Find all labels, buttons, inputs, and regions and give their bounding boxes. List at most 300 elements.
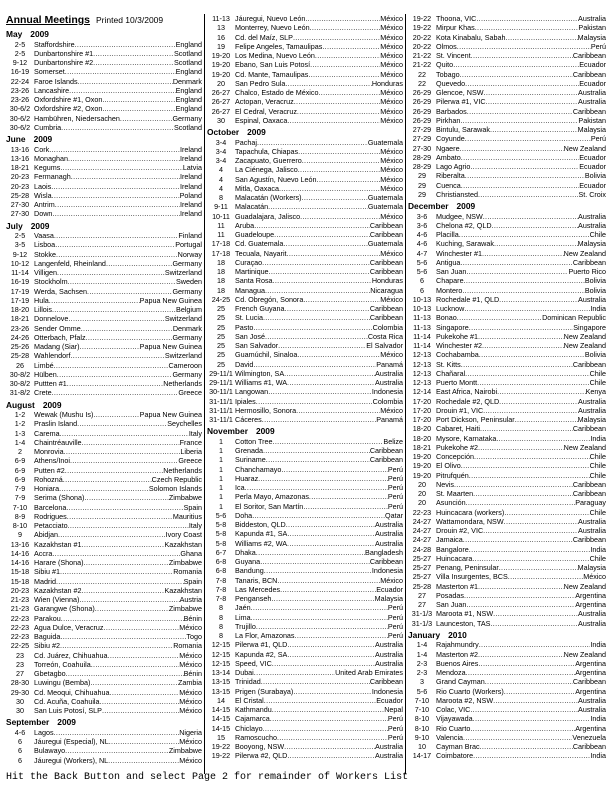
meeting-place: Antrim (34, 200, 55, 209)
meeting-row (408, 295, 606, 304)
meeting-dates: 5-8 (215, 520, 227, 529)
leader-dots (303, 295, 380, 304)
meeting-row (408, 267, 606, 276)
meeting-place: Trinidad (235, 677, 261, 687)
meeting-country: Caribbean (572, 51, 606, 60)
meeting-country: Singapore (573, 322, 606, 332)
meeting-dates: 2 (18, 447, 22, 456)
meeting-row (6, 549, 202, 558)
leader-dots (476, 14, 578, 23)
meeting-country: Perú (387, 621, 403, 631)
leader-dots (254, 221, 370, 230)
meeting-row (207, 97, 403, 106)
meeting-place: Placilla (436, 230, 459, 239)
meeting-dates: 23 (16, 650, 24, 660)
leader-dots (49, 296, 140, 305)
meeting-dates: 18-21 (10, 163, 30, 172)
leader-dots (82, 586, 165, 595)
meeting-dates: 1 (219, 455, 223, 465)
leader-dots (56, 577, 184, 586)
meeting-country: Sweden (176, 277, 202, 287)
meeting-place: Cajamarca (235, 714, 270, 724)
leader-dots (102, 706, 179, 715)
meeting-country: Perú (387, 464, 403, 474)
leader-dots (104, 95, 175, 104)
meeting-dates: 20-22 (412, 41, 432, 51)
meeting-dates: 8 (219, 631, 223, 640)
meeting-dates: 9-12 (12, 249, 28, 259)
meeting-dates: 18-20 (10, 305, 30, 314)
meeting-row (6, 586, 202, 595)
meeting-country: Netherlands (163, 379, 202, 388)
leader-dots (253, 360, 376, 369)
meeting-row (207, 23, 403, 32)
leader-dots (315, 51, 380, 60)
meeting-dates: 7-9 (14, 493, 26, 503)
meeting-place: Winchester #1 (436, 248, 482, 258)
meeting-country: Australia (375, 378, 403, 387)
meeting-place: Cumbria (34, 122, 62, 132)
meeting-place: Pitrufquén (436, 470, 469, 480)
meeting-country: Indonesia (371, 387, 403, 397)
meeting-dates: 21-23 (10, 595, 30, 604)
meeting-country: Argentina (575, 723, 606, 733)
meeting-dates: 20 (418, 489, 426, 498)
meeting-row (408, 60, 606, 69)
month-year: 2009 (57, 717, 76, 728)
meeting-dates: 20-23 (10, 181, 30, 191)
meeting-row (207, 733, 403, 742)
leader-dots (461, 360, 573, 369)
meeting-row (207, 446, 403, 455)
meeting-place: El Cedral, Veracruz (235, 106, 297, 116)
month-name: October (207, 127, 240, 137)
meeting-place: Vijayawada (436, 714, 473, 724)
leader-dots (281, 465, 387, 474)
meeting-dates: 26-27 (211, 97, 231, 107)
meeting-country: Papua New Guinea (139, 295, 202, 305)
meeting-dates: 24-27 (412, 526, 432, 535)
meeting-row (207, 116, 403, 125)
meeting-row (207, 175, 403, 184)
meeting-country: Caribbean (572, 359, 606, 369)
leader-dots (64, 447, 181, 456)
meeting-place: Vaasa (34, 231, 54, 240)
meeting-country: Norway (177, 249, 202, 259)
meeting-row (207, 397, 403, 406)
leader-dots (470, 162, 579, 171)
leader-dots (483, 406, 578, 415)
meeting-dates: 30-6/2 (9, 113, 31, 123)
meeting-place: Ebano, San Luis Potosí (235, 60, 311, 70)
meeting-country: México (179, 755, 202, 765)
meeting-country: México (179, 737, 202, 746)
meeting-row (207, 323, 403, 332)
leader-dots (274, 230, 370, 239)
meeting-dates: 8 (219, 603, 223, 613)
leader-dots (457, 42, 591, 51)
meeting-place: Wien (Vienna) (34, 595, 80, 604)
leader-dots (91, 660, 179, 669)
meeting-country: Argentina (575, 600, 606, 609)
meeting-place: Kapunda #2, SA (235, 649, 288, 659)
leader-dots (483, 526, 578, 535)
meeting-row (6, 351, 202, 360)
meeting-country: Australia (578, 396, 606, 406)
meeting-place: Grenada (235, 446, 263, 455)
meeting-country: Finland (178, 231, 202, 240)
meeting-dates: 18 (217, 285, 225, 295)
leader-dots (287, 116, 380, 125)
meeting-dates: 17-20 (412, 405, 432, 415)
meeting-place: Lillois (34, 305, 52, 314)
meeting-dates: 31-11/1 (209, 396, 233, 406)
meeting-dates: 29 (418, 171, 426, 181)
meeting-row (6, 530, 202, 539)
meeting-country: Ecuador (579, 152, 606, 162)
meeting-row (6, 521, 202, 530)
title-text: Annual Meetings (6, 14, 91, 26)
meeting-country: Chile (589, 452, 606, 461)
meeting-place: Perla Mayo, Amazonas (235, 492, 309, 502)
meeting-place: Buenos Aires (436, 658, 479, 668)
meeting-row (408, 190, 606, 199)
meeting-place: Langenfeld, Rheinland (34, 258, 106, 268)
month-name: May (6, 29, 23, 39)
meeting-dates: 13-14 (211, 668, 231, 677)
meeting-country: Caribbean (369, 455, 403, 465)
meeting-country: México (380, 32, 403, 42)
meeting-row (6, 191, 202, 200)
meeting-country: England (175, 85, 202, 95)
meeting-row (207, 751, 403, 760)
meeting-country: New Zealand (563, 649, 606, 659)
leader-dots (297, 350, 380, 359)
meeting-place: San Agustín, Nuevo León (235, 174, 317, 184)
meeting-dates: 12-13 (412, 368, 432, 378)
meeting-dates: 1 (219, 483, 223, 492)
leader-dots (245, 483, 388, 492)
leader-dots (260, 557, 370, 566)
meeting-country: United Arab Emirates (335, 668, 403, 677)
meeting-country: Ireland (180, 144, 202, 154)
meeting-dates: 25-28 (10, 190, 30, 200)
leader-dots (506, 33, 578, 42)
meeting-place: Huincacara (436, 553, 473, 563)
meeting-place: Mendoza (436, 668, 466, 677)
meeting-country: Kenya (585, 387, 606, 397)
meeting-place: Cd. Acuña, Coahuila (34, 696, 100, 706)
meeting-dates: 1 (219, 492, 223, 502)
meeting-row (408, 341, 606, 350)
meeting-dates: 9-11 (214, 202, 228, 212)
meeting-row (6, 466, 202, 475)
meeting-place: Quevedo (436, 78, 466, 88)
meeting-country: Nigeria (179, 727, 202, 737)
month-heading (408, 199, 606, 212)
meeting-dates: 23-26 (10, 95, 30, 104)
meeting-country: Portugal (175, 240, 202, 250)
meeting-row (207, 332, 403, 341)
leader-dots (482, 249, 564, 258)
meeting-row (207, 415, 403, 424)
meeting-row (207, 107, 403, 116)
meeting-country: Caribbean (369, 220, 403, 230)
month-name: December (408, 201, 449, 211)
meeting-country: Caribbean (369, 446, 403, 455)
meeting-place: Cochabamba (436, 350, 479, 360)
meeting-row (6, 182, 202, 191)
month-heading (6, 398, 202, 411)
month-heading (6, 219, 202, 232)
meeting-country: Australia (578, 211, 606, 221)
meeting-dates: 30 (217, 115, 225, 125)
leader-dots (68, 277, 176, 286)
leader-dots (464, 304, 590, 313)
meeting-dates: 22-24 (10, 76, 30, 86)
meeting-row (6, 697, 202, 706)
leader-dots (55, 240, 175, 249)
meeting-country: Germany (172, 286, 202, 296)
leader-dots (480, 742, 573, 751)
meeting-row (408, 23, 606, 32)
meeting-row (207, 668, 403, 677)
meeting-row (6, 728, 202, 737)
meeting-place: La Ciénega, Jalisco (235, 165, 298, 175)
meeting-dates: 15-18 (10, 567, 30, 577)
meeting-country: Ireland (180, 200, 202, 209)
leader-dots (472, 554, 589, 563)
meeting-place: Tapachula, Chiapas (235, 146, 299, 156)
meeting-row (408, 144, 606, 153)
month-year: 2009 (247, 127, 266, 137)
meeting-country: Chile (589, 461, 606, 471)
meeting-place: Pilerwa #1, QLD (235, 640, 288, 650)
leader-dots (262, 258, 370, 267)
meeting-dates: 3-4 (215, 146, 227, 156)
leader-dots (469, 545, 591, 554)
meeting-dates: 29 (418, 189, 426, 199)
meeting-dates: 27-29 (412, 134, 432, 144)
month-year: 2009 (30, 29, 49, 39)
meeting-row (207, 724, 403, 733)
meeting-country: New Zealand (563, 581, 606, 591)
meeting-country: Australia (578, 14, 606, 23)
meeting-row (6, 660, 202, 669)
meeting-row (408, 563, 606, 572)
meeting-row (6, 95, 202, 104)
meeting-country: India (590, 433, 606, 443)
meeting-place: Drouin #1, VIC (436, 405, 484, 415)
meeting-row (6, 429, 202, 438)
meeting-dates: 27 (418, 600, 426, 609)
meeting-dates: 11-14 (413, 341, 431, 350)
leader-dots (60, 632, 186, 641)
meeting-place: Abidjan (34, 530, 58, 540)
meeting-dates: 12-15 (211, 658, 231, 668)
meeting-dates: 5-6 (416, 257, 428, 267)
meeting-dates: 29-30 (10, 687, 30, 697)
meeting-country: Perú (590, 134, 606, 144)
month-heading (207, 424, 403, 437)
meeting-country: Bolivia (584, 171, 606, 181)
meeting-place: Ambato (436, 152, 461, 162)
meeting-dates: 19-20 (412, 461, 432, 471)
meeting-place: Petacciato (34, 521, 68, 530)
meeting-dates: 14-15 (211, 723, 231, 733)
leader-dots (87, 287, 172, 296)
meeting-country: Caribbean (572, 489, 606, 498)
leader-dots (269, 267, 370, 276)
meeting-row (207, 42, 403, 51)
meeting-place: Staffordshire (34, 39, 75, 49)
meeting-place: Lisboa (34, 240, 56, 250)
meeting-place: Guadeloupe (235, 230, 275, 239)
meeting-place: Posadas (436, 590, 464, 600)
meeting-dates: 11-13 (413, 313, 431, 323)
meeting-country: México (179, 696, 202, 706)
meeting-country: Colombia (372, 322, 403, 332)
meeting-country: Scotland (174, 58, 202, 67)
leader-dots (303, 502, 388, 511)
meeting-country: Guatemala (367, 202, 403, 212)
meeting-place: Limbé (34, 360, 54, 370)
meeting-dates: 18-20 (412, 433, 432, 443)
leader-dots (479, 640, 591, 649)
meeting-dates: 14-16 (10, 558, 30, 567)
leader-dots (478, 443, 564, 452)
meeting-dates: 18-21 (412, 442, 432, 452)
meeting-country: México (179, 650, 202, 660)
leader-dots (70, 456, 178, 465)
leader-dots (287, 640, 375, 649)
leader-dots (483, 212, 578, 221)
meeting-row (207, 511, 403, 520)
leader-dots (254, 668, 335, 677)
leader-dots (473, 489, 573, 498)
meeting-row (6, 756, 202, 765)
leader-dots (286, 520, 375, 529)
meeting-row (408, 489, 606, 498)
meeting-row (6, 200, 202, 209)
meeting-row (207, 184, 403, 193)
meeting-dates: 25 (217, 359, 225, 369)
meeting-place: Monrovia (34, 447, 64, 456)
meeting-dates: 29 (418, 180, 426, 190)
leader-dots (273, 276, 372, 285)
leader-dots (298, 147, 380, 156)
meeting-dates: 9-10 (414, 732, 430, 742)
meeting-place: Bandung (235, 566, 264, 576)
meeting-country: Papua New Guinea (139, 410, 202, 419)
meeting-country: Australia (375, 649, 403, 659)
meeting-country: México (380, 183, 403, 193)
meeting-place: Colac, VIC (436, 705, 471, 714)
meeting-row (6, 632, 202, 641)
meeting-dates: 16 (217, 32, 225, 42)
meeting-row (6, 123, 202, 132)
meeting-country: Chile (589, 368, 606, 378)
meeting-place: San Luis Potosí, SLP (34, 706, 102, 715)
meeting-row (6, 410, 202, 419)
meeting-row (207, 585, 403, 594)
meeting-row (6, 40, 202, 49)
meeting-place: Ramoscucho (235, 732, 277, 742)
meeting-country: México (179, 706, 202, 715)
meeting-row (408, 591, 606, 600)
meeting-row (408, 258, 606, 267)
meeting-row (207, 295, 403, 304)
meeting-dates: 16-19 (10, 277, 30, 287)
meeting-country: México (380, 405, 403, 415)
meeting-dates: 3-4 (215, 156, 227, 165)
meeting-row (6, 296, 202, 305)
meeting-dates: 19-20 (211, 51, 231, 60)
meeting-row (408, 304, 606, 313)
meeting-row (207, 267, 403, 276)
leader-dots (469, 471, 590, 480)
meeting-place: Pilerwa #2, QLD (235, 751, 288, 761)
meeting-place: Tobago (436, 69, 460, 79)
meeting-country: Kazakhstan (164, 585, 202, 595)
meeting-row (207, 576, 403, 585)
meeting-place: Zacapuato, Guerrero (235, 156, 302, 165)
leader-dots (63, 475, 152, 484)
meeting-place: San Pedro Sula (235, 78, 286, 88)
leader-dots (504, 517, 578, 526)
meeting-country: Belize (383, 436, 403, 446)
meeting-country: Zimbabwe (168, 493, 202, 503)
leader-dots (263, 313, 370, 322)
leader-dots (251, 603, 388, 612)
meeting-row (408, 415, 606, 424)
meeting-row (6, 678, 202, 687)
meeting-country: Caribbean (369, 267, 403, 276)
meeting-row (6, 86, 202, 95)
leader-dots (461, 153, 579, 162)
leader-dots (319, 88, 381, 97)
meeting-dates: 25 (217, 313, 225, 323)
meeting-row (408, 742, 606, 751)
meeting-row (408, 276, 606, 285)
meeting-place: Cayman Brac (436, 742, 480, 751)
leader-dots (480, 424, 573, 433)
meetings-column-3 (408, 14, 606, 761)
leader-dots (466, 498, 576, 507)
meeting-place: Crete (34, 388, 52, 398)
meeting-place: Singapore (436, 322, 469, 332)
leader-dots (469, 323, 573, 332)
meeting-place: Donnelove (34, 314, 69, 324)
leader-dots (256, 622, 388, 631)
meeting-place: Carema (34, 428, 60, 438)
meeting-row (408, 116, 606, 125)
meeting-country: Caribbean (572, 424, 606, 434)
meeting-place: Gbetagbo (34, 669, 66, 678)
meeting-place: Accra (34, 548, 53, 558)
meeting-country: France (179, 437, 202, 447)
meeting-place: Malacatán (235, 202, 269, 212)
meeting-dates: 22 (418, 78, 426, 88)
meeting-dates: 24-27 (412, 535, 432, 545)
meeting-dates: 22-23 (10, 613, 30, 623)
leader-dots (298, 165, 380, 174)
leader-dots (308, 70, 380, 79)
meeting-country: Zambia (178, 678, 202, 688)
meeting-country: Ivory Coast (165, 530, 202, 540)
meeting-place: Ngaere (436, 143, 460, 153)
meeting-row (408, 51, 606, 60)
